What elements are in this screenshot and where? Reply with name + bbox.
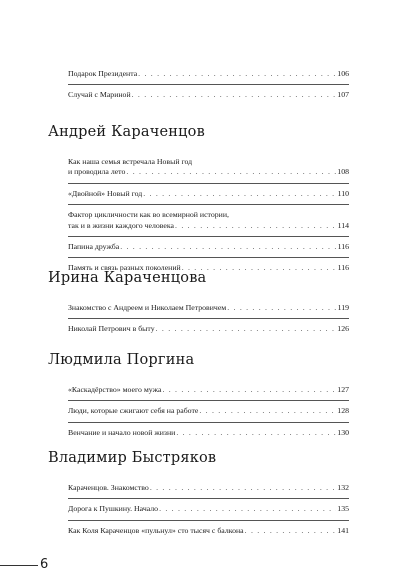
toc-entry[interactable] [68, 152, 349, 183]
dot-leader [199, 406, 336, 416]
entry-title: так и в жизни каждого человека [68, 220, 175, 230]
toc-entry[interactable] [68, 298, 349, 318]
toc-entry[interactable] [68, 236, 349, 257]
author-heading: Людмила Поргина [48, 352, 195, 368]
author-section [48, 448, 348, 541]
toc-entry[interactable] [68, 204, 349, 236]
toc-entry-list [68, 478, 349, 541]
dot-leader [143, 189, 336, 199]
toc-entry-list [68, 298, 349, 340]
toc-entry[interactable] [68, 422, 349, 443]
page-number: 6 [40, 557, 49, 572]
toc-entry-list [68, 152, 349, 279]
dot-leader [132, 90, 337, 100]
toc-entry[interactable] [68, 400, 349, 421]
author-section [48, 268, 348, 340]
footer-rule [0, 565, 38, 566]
entry-page: 135 [337, 504, 349, 514]
toc-entry[interactable] [68, 478, 349, 498]
entry-title: «Каскадёрство» моего мужа [68, 385, 162, 394]
entry-title: Подарок Президента [68, 69, 138, 78]
toc-entry-list [68, 64, 349, 106]
toc-entry[interactable] [68, 498, 349, 519]
entry-page: 116 [337, 242, 349, 252]
entry-page: 130 [337, 427, 349, 437]
entry-page: 114 [337, 220, 349, 230]
toc-entry[interactable] [68, 84, 349, 105]
entry-title: Папина дружба [68, 242, 120, 252]
toc-entry-list [68, 380, 349, 443]
entry-title: Караченцов. Знакомство [68, 483, 149, 492]
entry-title: Николай Петрович в быту [68, 324, 155, 334]
entry-title: Венчание и начало новой жизни [68, 427, 176, 437]
entry-page: 132 [337, 483, 349, 492]
author-heading: Владимир Быстряков [48, 450, 217, 466]
entry-page: 116 [337, 263, 349, 273]
dot-leader [162, 385, 336, 395]
entry-page: 126 [337, 324, 349, 334]
dot-leader [176, 428, 336, 438]
entry-page: 106 [337, 69, 349, 78]
toc-entry[interactable] [68, 183, 349, 204]
entry-title: Память и связь разных поколений [68, 263, 181, 273]
entry-page: 127 [337, 385, 349, 394]
dot-leader [156, 324, 337, 334]
entry-title: Знакомство с Андреем и Николаем Петровичем [68, 303, 227, 312]
entry-page: 141 [337, 525, 349, 535]
dot-leader [138, 69, 336, 79]
entry-page: 128 [337, 406, 349, 416]
entry-title: «Двойной» Новый год [68, 188, 143, 198]
dot-leader [175, 221, 337, 231]
entry-title: и проводила лето [68, 167, 126, 177]
entry-title-line: Фактор цикличности как во всемирной истории, [68, 210, 229, 220]
dot-leader [245, 526, 337, 536]
dot-leader [159, 504, 336, 514]
toc-entry[interactable] [68, 318, 349, 339]
entry-title-line: Как наша семья встречала Новый год [68, 157, 193, 166]
toc-entry[interactable] [68, 520, 349, 541]
toc-continued-block [48, 64, 348, 106]
dot-leader [126, 167, 336, 177]
entry-title: Как Коля Караченцов «пульнул» сто тысяч с балкона [68, 525, 244, 535]
entry-title: Случай с Мариной [68, 90, 131, 100]
author-section [48, 122, 348, 279]
dot-leader [150, 483, 336, 493]
entry-page: 119 [337, 303, 349, 312]
author-section [48, 350, 348, 443]
entry-title: Люди, которые сжигают себя на работе [68, 406, 199, 416]
entry-page: 107 [337, 90, 349, 100]
author-heading: Андрей Караченцов [48, 124, 205, 140]
toc-entry[interactable] [68, 64, 349, 84]
entry-page: 108 [337, 167, 349, 177]
entry-title: Дорога к Пушкину. Начало [68, 504, 159, 514]
author-heading: Ирина Караченцова [48, 270, 207, 286]
dot-leader [227, 303, 336, 313]
toc-entry[interactable] [68, 380, 349, 400]
dot-leader [120, 242, 336, 252]
entry-page: 110 [337, 188, 349, 198]
